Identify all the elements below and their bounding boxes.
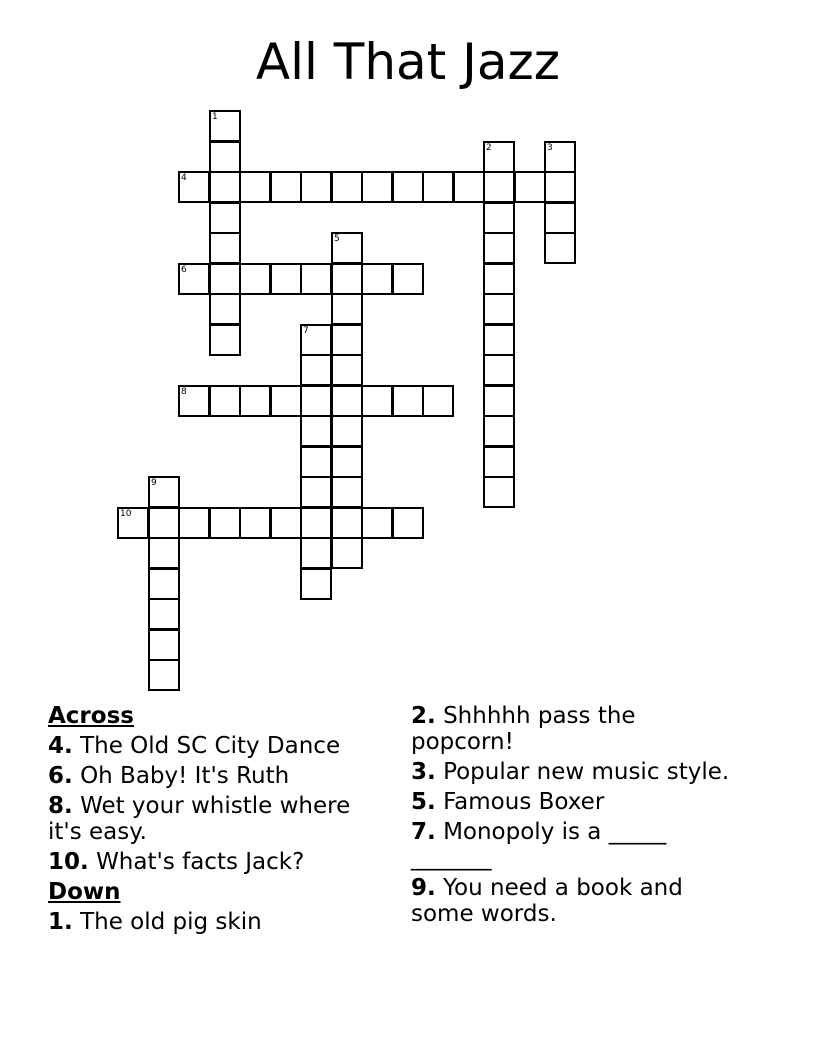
grid-cell[interactable] xyxy=(178,385,210,417)
clue-number-label: 10 xyxy=(120,509,132,519)
clue-number-label: 6 xyxy=(181,265,187,275)
grid-cell[interactable] xyxy=(209,385,241,417)
clue-number: 9. xyxy=(411,875,436,901)
grid-cell[interactable] xyxy=(483,171,515,203)
grid-cell[interactable] xyxy=(331,507,363,539)
grid-cell[interactable] xyxy=(514,171,546,203)
grid-cell[interactable] xyxy=(483,324,515,356)
grid-cell[interactable] xyxy=(483,141,515,173)
grid-cell[interactable] xyxy=(209,110,241,142)
grid-cell[interactable] xyxy=(270,171,302,203)
grid-cell[interactable] xyxy=(361,171,393,203)
grid-cell[interactable] xyxy=(148,629,180,661)
clue-text: Oh Baby! It's Ruth xyxy=(80,763,290,789)
grid-cell[interactable] xyxy=(270,507,302,539)
grid-cell[interactable] xyxy=(239,263,271,295)
grid-cell[interactable] xyxy=(209,293,241,325)
grid-cell[interactable] xyxy=(239,171,271,203)
grid-cell[interactable] xyxy=(361,263,393,295)
grid-cell[interactable] xyxy=(453,171,485,203)
clue-text: Wet your whistle where it's easy. xyxy=(48,793,351,845)
grid-cell[interactable] xyxy=(300,446,332,478)
clue-number-label: 9 xyxy=(151,478,157,488)
grid-cell[interactable] xyxy=(544,171,576,203)
grid-cell[interactable] xyxy=(422,385,454,417)
grid-cell[interactable] xyxy=(148,598,180,630)
grid-cell[interactable] xyxy=(300,415,332,447)
clue-text: Monopoly is a _____ _______ xyxy=(411,819,667,871)
grid-cell[interactable] xyxy=(209,324,241,356)
grid-cell[interactable] xyxy=(331,385,363,417)
clue-number-label: 8 xyxy=(181,387,187,397)
clue-text: What's facts Jack? xyxy=(96,849,305,875)
grid-cell[interactable] xyxy=(178,263,210,295)
grid-cell[interactable] xyxy=(331,476,363,508)
grid-cell[interactable] xyxy=(544,202,576,234)
grid-cell[interactable] xyxy=(483,415,515,447)
down-clue-9 xyxy=(411,875,731,927)
across-clue-10 xyxy=(48,849,388,875)
grid-cell[interactable] xyxy=(209,171,241,203)
clue-text: Famous Boxer xyxy=(443,789,605,815)
grid-cell[interactable] xyxy=(483,385,515,417)
grid-cell[interactable] xyxy=(544,141,576,173)
grid-cell[interactable] xyxy=(331,324,363,356)
grid-cell[interactable] xyxy=(483,202,515,234)
clue-number-label: 5 xyxy=(334,234,340,244)
grid-cell[interactable] xyxy=(331,263,363,295)
clue-text: Shhhhh pass the popcorn! xyxy=(411,703,636,755)
grid-cell[interactable] xyxy=(300,354,332,386)
grid-cell[interactable] xyxy=(300,324,332,356)
grid-cell[interactable] xyxy=(331,354,363,386)
grid-cell[interactable] xyxy=(178,507,210,539)
clues-left-column xyxy=(48,703,388,939)
grid-cell[interactable] xyxy=(300,476,332,508)
grid-cell[interactable] xyxy=(117,507,149,539)
down-clue-5 xyxy=(411,789,731,815)
clue-number-label: 3 xyxy=(547,143,553,153)
grid-cell[interactable] xyxy=(331,232,363,264)
grid-cell[interactable] xyxy=(392,171,424,203)
grid-cell[interactable] xyxy=(209,263,241,295)
grid-cell[interactable] xyxy=(300,537,332,569)
clue-text: Popular new music style. xyxy=(443,759,730,785)
clue-number: 4. xyxy=(48,733,73,759)
grid-cell[interactable] xyxy=(148,476,180,508)
grid-cell[interactable] xyxy=(239,385,271,417)
grid-cell[interactable] xyxy=(422,171,454,203)
puzzle-title: All That Jazz xyxy=(255,33,561,91)
clue-number: 7. xyxy=(411,819,436,845)
down-clue-3 xyxy=(411,759,731,785)
grid-cell[interactable] xyxy=(392,263,424,295)
across-heading: Across xyxy=(48,703,134,729)
grid-cell[interactable] xyxy=(483,293,515,325)
grid-cell[interactable] xyxy=(148,659,180,691)
grid-cell[interactable] xyxy=(270,385,302,417)
grid-cell[interactable] xyxy=(148,507,180,539)
down-clue-2 xyxy=(411,703,731,755)
clue-number: 3. xyxy=(411,759,436,785)
down-clue-7 xyxy=(411,819,731,871)
grid-cell[interactable] xyxy=(392,507,424,539)
clue-number-label: 2 xyxy=(486,143,492,153)
clue-text: The old pig skin xyxy=(80,909,262,935)
grid-cell[interactable] xyxy=(483,446,515,478)
grid-cell[interactable] xyxy=(209,141,241,173)
grid-cell[interactable] xyxy=(483,232,515,264)
grid-cell[interactable] xyxy=(148,537,180,569)
grid-cell[interactable] xyxy=(483,263,515,295)
grid-cell[interactable] xyxy=(178,171,210,203)
grid-cell[interactable] xyxy=(331,415,363,447)
clue-number-label: 1 xyxy=(212,112,218,122)
grid-cell[interactable] xyxy=(300,507,332,539)
grid-cell[interactable] xyxy=(361,385,393,417)
grid-cell[interactable] xyxy=(209,232,241,264)
grid-cell[interactable] xyxy=(300,385,332,417)
grid-cell[interactable] xyxy=(148,568,180,600)
clue-text: You need a book and some words. xyxy=(411,875,683,927)
grid-cell[interactable] xyxy=(331,537,363,569)
grid-cell[interactable] xyxy=(331,446,363,478)
grid-cell[interactable] xyxy=(270,263,302,295)
clue-number: 5. xyxy=(411,789,436,815)
grid-cell[interactable] xyxy=(361,507,393,539)
down-heading: Down xyxy=(48,879,121,905)
clue-text: The Old SC City Dance xyxy=(80,733,341,759)
grid-cell[interactable] xyxy=(331,293,363,325)
clue-number: 8. xyxy=(48,793,73,819)
down-clue-1 xyxy=(48,909,388,935)
grid-cell[interactable] xyxy=(483,354,515,386)
across-clue-6 xyxy=(48,763,388,789)
grid-cell[interactable] xyxy=(392,385,424,417)
clue-number: 10. xyxy=(48,849,89,875)
clues-right-column xyxy=(411,703,731,931)
clue-number-label: 4 xyxy=(181,173,187,183)
clue-number-label: 7 xyxy=(303,326,309,336)
grid-cell[interactable] xyxy=(239,507,271,539)
grid-cell[interactable] xyxy=(544,232,576,264)
grid-cell[interactable] xyxy=(483,476,515,508)
across-clue-8 xyxy=(48,793,388,845)
grid-cell[interactable] xyxy=(300,568,332,600)
grid-cell[interactable] xyxy=(300,263,332,295)
clue-number: 2. xyxy=(411,703,436,729)
grid-cell[interactable] xyxy=(331,171,363,203)
grid-cell[interactable] xyxy=(300,171,332,203)
grid-cell[interactable] xyxy=(209,202,241,234)
grid-cell[interactable] xyxy=(209,507,241,539)
clue-number: 1. xyxy=(48,909,73,935)
clue-number: 6. xyxy=(48,763,73,789)
across-clue-4 xyxy=(48,733,388,759)
